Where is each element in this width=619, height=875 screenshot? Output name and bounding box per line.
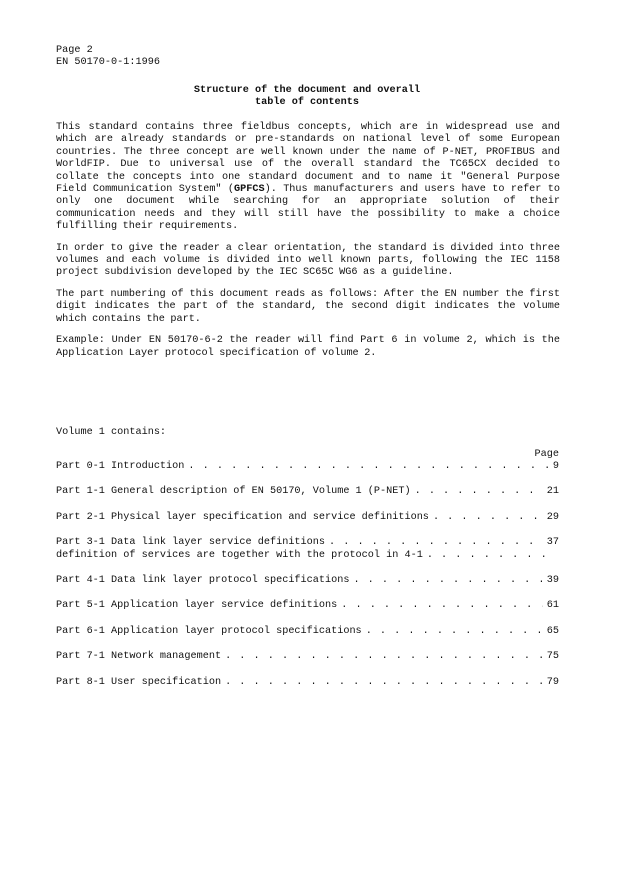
toc-entry-label: Part 4-1 Data link layer protocol specifications [56,575,350,587]
paragraph-intro-part-b: ). Thus manufacturers and users have to refer to only one document while searching for an appropriate solution of their communication needs and they will still have the possibility to make a choice fulfilling their requirements. [56,184,560,233]
toc-entry[interactable] [56,486,559,498]
toc-leader-dots [433,512,543,524]
section-title [150,85,464,110]
table-of-contents [56,461,559,702]
toc-leader-dots [415,486,543,498]
toc-entry[interactable] [56,461,559,473]
toc-entry-label: Part 8-1 User specification [56,676,222,688]
paragraph-orientation: In order to give the reader a clear orientation, the standard is divided into three volumes and each volume is divided into well known parts, following the IEC 1158 project subdivision developed by the IEC SC65C WG6 as a guideline. [56,242,560,279]
title-line-2: table of contents [255,97,359,109]
toc-entry-label: Part 1-1 General description of EN 50170, Volume 1 (P-NET) [56,486,411,498]
toc-entry-page: 21 [546,486,559,498]
volume-contents-intro: Volume 1 contains: [56,427,167,438]
toc-leader-dots [427,550,545,562]
toc-entry-label: Part 0-1 Introduction [56,461,185,472]
toc-entry[interactable] [56,626,559,638]
toc-entry[interactable] [56,677,559,689]
toc-entry-label: Part 2-1 Physical layer specification and service definitions [56,511,429,523]
toc-entry-label: Part 6-1 Application layer protocol specifications [56,625,362,637]
toc-entry[interactable] [56,600,559,612]
page-header [56,45,160,70]
toc-entry-page: 37 [546,537,559,549]
toc-entry-label: Part 3-1 Data link layer service definitions [56,537,325,549]
toc-entry-page: 9 [552,461,559,472]
toc-entry[interactable] [56,651,559,663]
toc-entry-note: definition of services are together with the protocol in 4-1 [56,549,423,561]
toc-leader-dots [329,537,543,549]
toc-entry-page: 61 [546,600,559,612]
toc-entry-page: 29 [546,511,559,523]
document-id: EN 50170-0-1:1996 [56,57,160,69]
gpfcs-acronym: GPFCS [234,184,265,196]
toc-entry[interactable] [56,512,559,524]
toc-entry-page: 79 [546,676,559,688]
toc-page-column-header: Page [534,449,559,460]
title-line-1: Structure of the document and overall [193,85,421,96]
toc-leader-dots [366,626,543,638]
toc-entry-label: Part 7-1 Network management [56,651,222,663]
paragraph-intro [56,122,560,234]
paragraph-intro-part-a: This standard contains three fieldbus concepts, which are in widespread use and which are already standards or pre-standards on national level of some European countries. The three concept are well known under the name of P-NET, PROFIBUS and WorldFIP. Due to universal use of the overall standard the TC65CX decided to collate the concepts into one standard document and to name it "General Purpose Field Communication System" ( [56,122,560,196]
toc-entry-page: 39 [546,575,559,587]
toc-entry-label: Part 5-1 Application layer service definitions [56,600,338,612]
toc-entry-page: 75 [546,651,559,663]
toc-entry[interactable] [56,537,559,562]
paragraph-numbering: The part numbering of this document reads as follows: After the EN number the first digit indicates the part of the standard, the second digit indicates the volume which contains the part. [56,288,560,325]
toc-entry[interactable] [56,575,559,587]
toc-leader-dots [353,575,542,587]
toc-leader-dots [225,651,543,663]
toc-leader-dots [225,677,543,689]
body-text [56,122,560,369]
toc-entry-page: 65 [546,625,559,637]
page-number-label: Page 2 [56,45,93,56]
toc-leader-dots [188,461,548,473]
toc-leader-dots [341,600,543,612]
paragraph-example: Example: Under EN 50170-6-2 the reader will find Part 6 in volume 2, which is the Application Layer protocol specification of volume 2. [56,335,560,359]
